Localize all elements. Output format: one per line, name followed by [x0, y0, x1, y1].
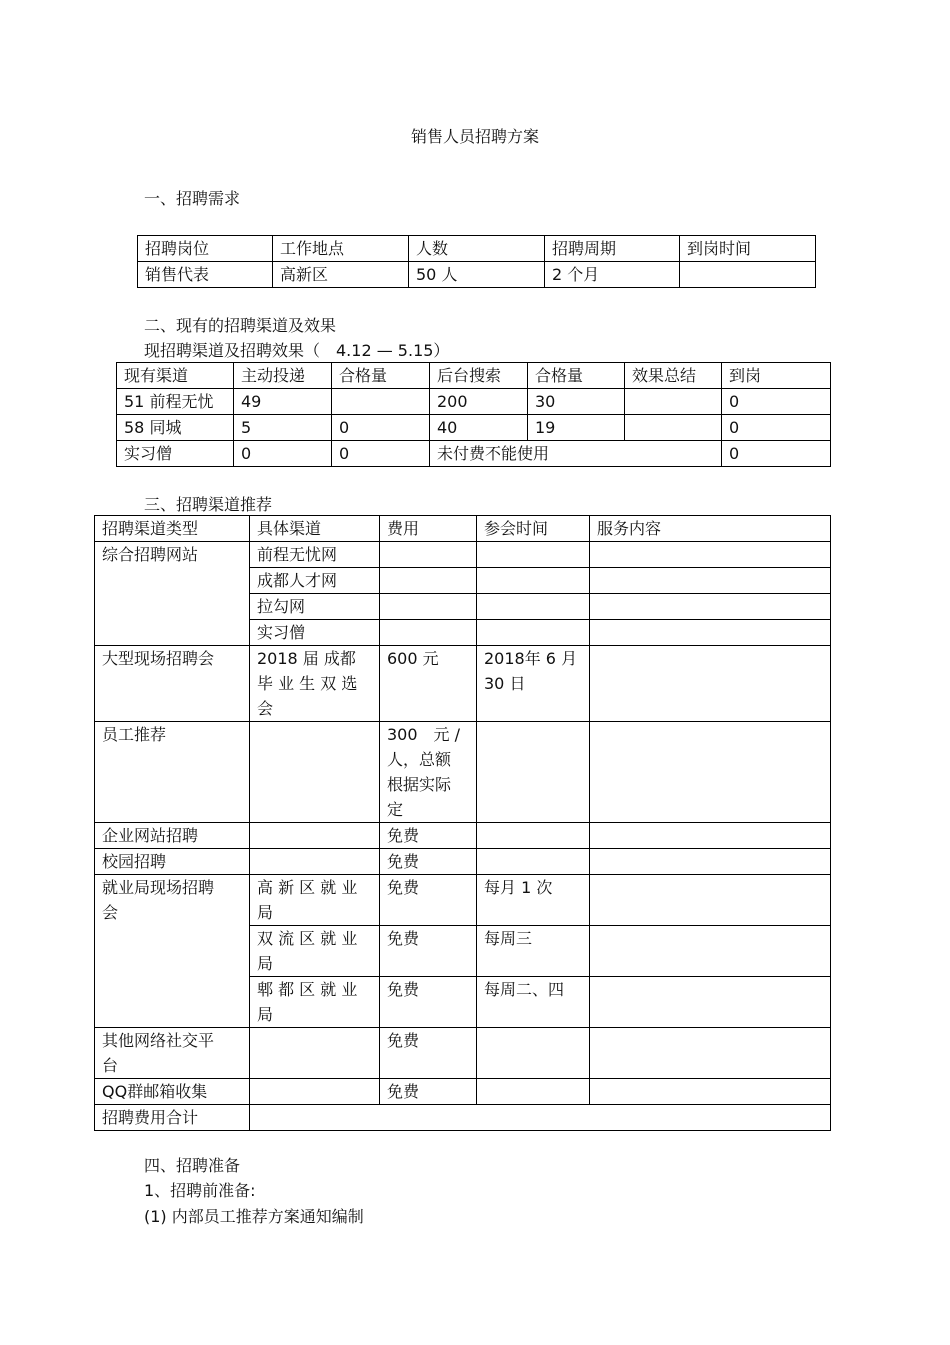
- table-cell: [477, 594, 590, 620]
- table-cell: [380, 722, 477, 823]
- table-row: [117, 389, 831, 415]
- cell-line: 局: [257, 1005, 274, 1024]
- section-2-heading: 二、现有的招聘渠道及效果: [144, 316, 337, 335]
- table-cell: [95, 1028, 250, 1079]
- cell-line: 局: [257, 954, 274, 973]
- cell-line: 定: [387, 800, 404, 819]
- table-cell: [477, 823, 590, 849]
- table-cell: 免费: [380, 977, 477, 1028]
- table-cell: [477, 568, 590, 594]
- table-cell: 校园招聘: [95, 849, 250, 875]
- table-cell: 员工推荐: [95, 722, 250, 823]
- table-row: [117, 441, 831, 467]
- table-cell: [590, 849, 831, 875]
- table-cell: [250, 1105, 831, 1131]
- header-cell: 现有渠道: [117, 363, 234, 389]
- table-cell: [590, 594, 831, 620]
- table-cell: [477, 1079, 590, 1105]
- cell-line: 2018年 6 月: [484, 649, 578, 668]
- table-cell: 0: [234, 441, 332, 467]
- table-cell: 大型现场招聘会: [95, 646, 250, 722]
- header-cell: 到岗: [722, 363, 831, 389]
- cell-line: 根据实际: [387, 775, 452, 794]
- cell-line: 双 流 区 就 业: [257, 929, 358, 948]
- cell-line: 人，总额: [387, 750, 452, 769]
- section-3-heading: 三、招聘渠道推荐: [144, 495, 273, 514]
- cell-line: 台: [102, 1056, 119, 1075]
- table-cell: [250, 646, 380, 722]
- section-2-subheading: 现招聘渠道及招聘效果（ 4.12 — 5.15）: [144, 341, 450, 360]
- table-cell: 免费: [380, 849, 477, 875]
- table-cell: [477, 542, 590, 568]
- table-cell: 实习僧: [117, 441, 234, 467]
- table-cell: [477, 620, 590, 646]
- header-cell: 费用: [380, 516, 477, 542]
- table-cell: [477, 646, 590, 722]
- table-cell: [250, 849, 380, 875]
- table-cell: 未付费不能使用: [430, 441, 722, 467]
- table-row: [95, 875, 831, 926]
- table-cell: [380, 620, 477, 646]
- table-cell: [250, 1028, 380, 1079]
- header-cell: 服务内容: [590, 516, 831, 542]
- table-header-row: [117, 363, 831, 389]
- table-header-row: [95, 516, 831, 542]
- table-row: [95, 1028, 831, 1079]
- table-cell: 49: [234, 389, 332, 415]
- table-cell: 销售代表: [138, 262, 273, 288]
- cell-line: 毕 业 生 双 选: [257, 674, 358, 693]
- table-cell: 600 元: [380, 646, 477, 722]
- table-cell: [590, 1079, 831, 1105]
- cell-line: 郫 都 区 就 业: [257, 980, 358, 999]
- cell-line: 300 元 /: [387, 725, 461, 744]
- header-cell: 到岗时间: [680, 236, 816, 262]
- table-cell: 0: [722, 415, 831, 441]
- table-cell: 免费: [380, 1028, 477, 1079]
- table-cell: [590, 568, 831, 594]
- table-cell: 免费: [380, 926, 477, 977]
- table-row: [138, 262, 816, 288]
- table-cell: [590, 875, 831, 926]
- header-cell: 主动投递: [234, 363, 332, 389]
- section-1-heading: 一、招聘需求: [144, 189, 241, 208]
- table-cell: 企业网站招聘: [95, 823, 250, 849]
- table-cell: 40: [430, 415, 528, 441]
- table-cell: [250, 722, 380, 823]
- header-cell: 具体渠道: [250, 516, 380, 542]
- header-cell: 效果总结: [625, 363, 722, 389]
- cell-line: 30 日: [484, 674, 526, 693]
- table-cell: [95, 875, 250, 1028]
- table-cell: 每月 1 次: [477, 875, 590, 926]
- table-cell: 免费: [380, 823, 477, 849]
- table-cell: 0: [722, 389, 831, 415]
- table-cell: QQ群邮箱收集: [95, 1079, 250, 1105]
- cell-line: 2018 届 成都: [257, 649, 356, 668]
- table-cell: 51 前程无忧: [117, 389, 234, 415]
- table-cell: [250, 1079, 380, 1105]
- table-cell: [590, 722, 831, 823]
- table-cell: [250, 875, 380, 926]
- table-cell: 2 个月: [545, 262, 680, 288]
- header-cell: 合格量: [332, 363, 430, 389]
- table-row: [95, 722, 831, 823]
- header-cell: 招聘渠道类型: [95, 516, 250, 542]
- cell-line: 就业局现场招聘: [102, 878, 215, 897]
- header-cell: 人数: [409, 236, 545, 262]
- table-cell: [477, 1028, 590, 1079]
- table-cell: [250, 977, 380, 1028]
- table-row: [95, 542, 831, 568]
- table-cell: 前程无忧网: [250, 542, 380, 568]
- header-cell: 招聘周期: [545, 236, 680, 262]
- table-cell: [590, 977, 831, 1028]
- header-cell: 参会时间: [477, 516, 590, 542]
- table-cell: [590, 542, 831, 568]
- header-cell: 招聘岗位: [138, 236, 273, 262]
- table-cell: 每周二、四: [477, 977, 590, 1028]
- header-cell: 工作地点: [273, 236, 409, 262]
- table-cell: [250, 926, 380, 977]
- table-cell: 高新区: [273, 262, 409, 288]
- table-cell: 30: [528, 389, 625, 415]
- cell-line: 局: [257, 903, 274, 922]
- table-cell: 每周三: [477, 926, 590, 977]
- section-4-heading: 四、招聘准备: [144, 1156, 241, 1175]
- table-row: [95, 849, 831, 875]
- table-cell: [380, 568, 477, 594]
- table-cell: [477, 722, 590, 823]
- table-cell: [590, 646, 831, 722]
- recommended-channels-table: [94, 515, 831, 1131]
- table-cell: [380, 594, 477, 620]
- table-cell: 50 人: [409, 262, 545, 288]
- table-cell: 19: [528, 415, 625, 441]
- page-title: 销售人员招聘方案: [410, 127, 539, 146]
- table-cell: 200: [430, 389, 528, 415]
- table-cell: 综合招聘网站: [95, 542, 250, 646]
- table-row: [117, 415, 831, 441]
- header-cell: 合格量: [528, 363, 625, 389]
- table-cell: 58 同城: [117, 415, 234, 441]
- table-cell: 免费: [380, 1079, 477, 1105]
- table-cell: [625, 415, 722, 441]
- section-4-sub-1: 1、招聘前准备:: [144, 1181, 256, 1200]
- table-cell: 0: [722, 441, 831, 467]
- table-cell: 实习僧: [250, 620, 380, 646]
- table-cell: [380, 542, 477, 568]
- table-cell: 0: [332, 415, 430, 441]
- table-cell: 0: [332, 441, 430, 467]
- table-row: [95, 1079, 831, 1105]
- table-row: [95, 646, 831, 722]
- cell-line: 会: [102, 903, 119, 922]
- table-cell: [590, 823, 831, 849]
- section-4-item-1: (1) 内部员工推荐方案通知编制: [144, 1207, 364, 1226]
- table-cell: [590, 1028, 831, 1079]
- table-row: [95, 1105, 831, 1131]
- table-cell: [590, 620, 831, 646]
- table-cell: 5: [234, 415, 332, 441]
- table-row: [95, 823, 831, 849]
- table-cell: [590, 926, 831, 977]
- table-cell: [625, 389, 722, 415]
- table-header-row: [138, 236, 816, 262]
- header-cell: 后台搜索: [430, 363, 528, 389]
- table-cell: [477, 849, 590, 875]
- table-cell: [250, 823, 380, 849]
- demand-table: [137, 235, 816, 288]
- table-cell: [332, 389, 430, 415]
- table-cell: 招聘费用合计: [95, 1105, 250, 1131]
- cell-line: 其他网络社交平: [102, 1031, 215, 1050]
- table-cell: [680, 262, 816, 288]
- cell-line: 会: [257, 699, 274, 718]
- table-cell: 成都人才网: [250, 568, 380, 594]
- table-cell: 免费: [380, 875, 477, 926]
- table-cell: 拉勾网: [250, 594, 380, 620]
- cell-line: 高 新 区 就 业: [257, 878, 358, 897]
- current-channels-table: [116, 362, 831, 467]
